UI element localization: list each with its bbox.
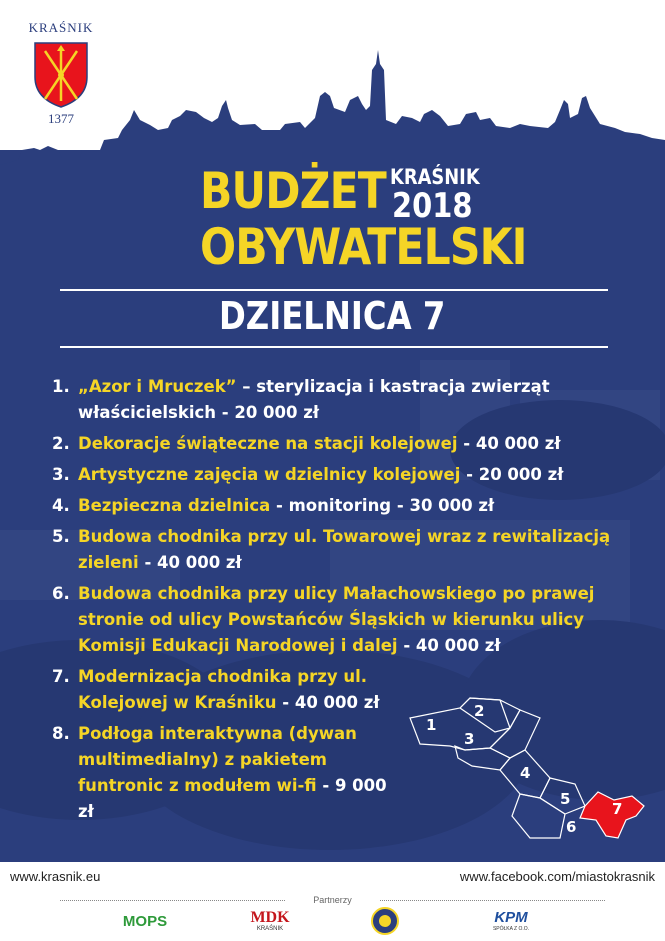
title-obywatelski: OBYWATELSKI xyxy=(200,218,527,276)
title-city: KRAŚNIK xyxy=(390,165,480,189)
district-map xyxy=(400,688,650,848)
emblem-logo xyxy=(368,905,402,937)
list-item: 8. Podłoga interaktywna (dywan multimedialny) z pakietem funtronic z modułem wi-fi - 9 000 zł xyxy=(52,724,387,821)
map-label-3: 3 xyxy=(464,730,475,748)
list-item: 1. „Azor i Mruczek” – sterylizacja i kastracja zwierząt właścicielskich - 20 000 zł xyxy=(52,377,550,422)
map-label-7: 7 xyxy=(612,800,623,818)
divider-top xyxy=(60,289,608,291)
crest-year: 1377 xyxy=(48,111,74,126)
divider-bottom xyxy=(60,346,608,348)
list-item: 2. Dekoracje świąteczne na stacji kolejowej - 40 000 zł xyxy=(52,434,561,453)
list-item: 7. Modernizacja chodnika przy ul. Kolejowej w Kraśniku - 40 000 zł xyxy=(52,667,380,712)
crest-shield-icon xyxy=(31,39,91,109)
website-link[interactable]: www.krasnik.eu xyxy=(10,869,101,884)
mops-logo: MOPS xyxy=(122,912,168,930)
emblem-icon xyxy=(370,906,400,936)
partners-label: Partnerzy xyxy=(313,895,352,905)
list-item: 4. Bezpieczna dzielnica - monitoring - 30 000 zł xyxy=(52,496,495,515)
mdk-logo: MDK KRAŚNIK xyxy=(250,909,290,932)
list-item: 3. Artystyczne zajęcia w dzielnicy kolejowej - 20 000 zł xyxy=(52,465,564,484)
facebook-link[interactable]: www.facebook.com/miastokrasnik xyxy=(459,869,655,884)
map-label-6: 6 xyxy=(566,818,577,836)
title-budzet: BUDŻET xyxy=(200,162,386,220)
town-crest xyxy=(26,20,96,127)
map-label-5: 5 xyxy=(560,790,571,808)
map-label-2: 2 xyxy=(474,702,485,720)
kpm-logo: KPM SPÓŁKA Z O.O. xyxy=(492,909,530,932)
list-item: 5. Budowa chodnika przy ul. Towarowej wraz z rewitalizacją zieleni - 40 000 zł xyxy=(52,527,611,572)
district-heading: DZIELNICA 7 xyxy=(219,294,446,338)
list-item: 6. Budowa chodnika przy ulicy Małachowskiego po prawej stronie od ulicy Powstańców Śląskich w kierunku ulicy Komisji Edukacji Narodowej i dalej - 40 000 zł xyxy=(52,584,595,655)
crest-name: KRAŚNIK xyxy=(28,20,94,35)
map-label-4: 4 xyxy=(520,764,531,782)
map-label-1: 1 xyxy=(426,716,437,734)
title-year: 2018 xyxy=(392,186,473,226)
